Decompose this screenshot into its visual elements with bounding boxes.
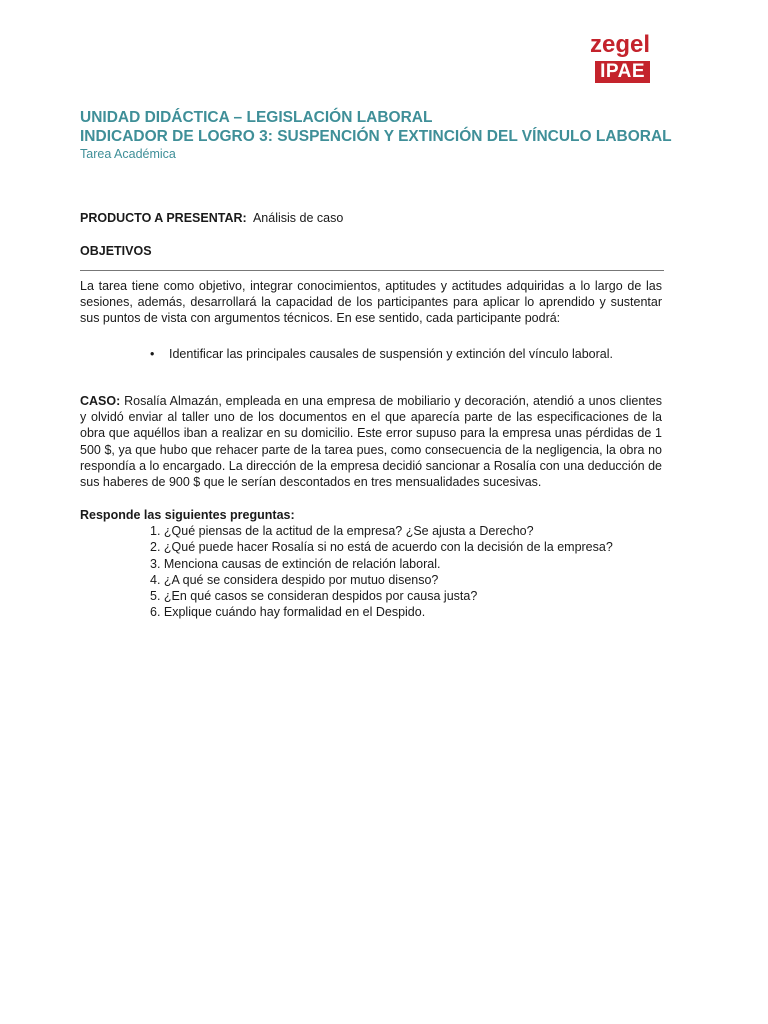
question-item: 1. ¿Qué piensas de la actitud de la empresa? ¿Se ajusta a Derecho? <box>150 524 534 539</box>
document-body <box>80 108 672 620</box>
question-item: 4. ¿A qué se considera despido por mutuo disenso? <box>150 572 439 587</box>
product-value: Análisis de caso <box>252 211 344 225</box>
case-label: CASO: <box>80 394 121 408</box>
product-label: PRODUCTO A PRESENTAR: <box>80 211 247 225</box>
list-item <box>80 346 662 362</box>
logo-ipae-badge: IPAE <box>595 61 650 83</box>
bullet-icon: • <box>150 347 155 361</box>
objectives-bullet-list <box>80 346 662 362</box>
zegel-ipae-logo <box>590 32 650 83</box>
questions-heading: Responde las siguientes preguntas: <box>80 508 295 523</box>
question-item: 3. Menciona causas de extinción de relación laboral. <box>150 556 441 571</box>
questions-list <box>80 523 662 620</box>
logo-zegel-text: zegel <box>589 31 650 58</box>
document-title-indicator: INDICADOR DE LOGRO 3: SUSPENCIÓN Y EXTINCIÓN DEL VÍNCULO LABORAL <box>80 128 672 145</box>
case-text: Rosalía Almazán, empleada en una empresa de mobiliario y decoración, atendió a unos clientes y olvidó enviar al taller uno de los documentos en el que aparecía parte de las especificaciones de la obra que aquéllos iban a realizar en su domicilio. Este error supuso para la empresa unas pérdidas de 1 500 $, ya que hubo que rehacer parte de la tarea pues, como consecuencia de la negligencia, la obra no respondía a lo encargado. La dirección de la empresa decidió sancionar a Rosalía con una deducción de sus haberes de 900 $ que le serían descontados en tres mensualidades sucesivas. <box>80 394 662 490</box>
objectives-heading: OBJETIVOS <box>80 244 152 258</box>
question-item: 2. ¿Qué puede hacer Rosalía si no está de acuerdo con la decisión de la empresa? <box>150 540 613 555</box>
question-item: 6. Explique cuándo hay formalidad en el Despido. <box>150 605 426 620</box>
bullet-text: Identificar las principales causales de suspensión y extinción del vínculo laboral. <box>169 347 614 361</box>
case-paragraph <box>80 393 662 490</box>
product-line <box>80 210 662 226</box>
document-subtitle: Tarea Académica <box>80 147 176 161</box>
section-divider <box>80 270 664 271</box>
objectives-paragraph: La tarea tiene como objetivo, integrar conocimientos, aptitudes y actitudes adquiridas a lo largo de las sesiones, además, desarrollará la capacidad de los participantes para aplicar lo aprendido y sustentar sus puntos de vista con argumentos técnicos. En ese sentido, cada participante podrá: <box>80 279 662 325</box>
document-title-unit: UNIDAD DIDÁCTICA – LEGISLACIÓN LABORAL <box>80 109 433 126</box>
question-item: 5. ¿En qué casos se consideran despidos por causa justa? <box>150 589 478 604</box>
